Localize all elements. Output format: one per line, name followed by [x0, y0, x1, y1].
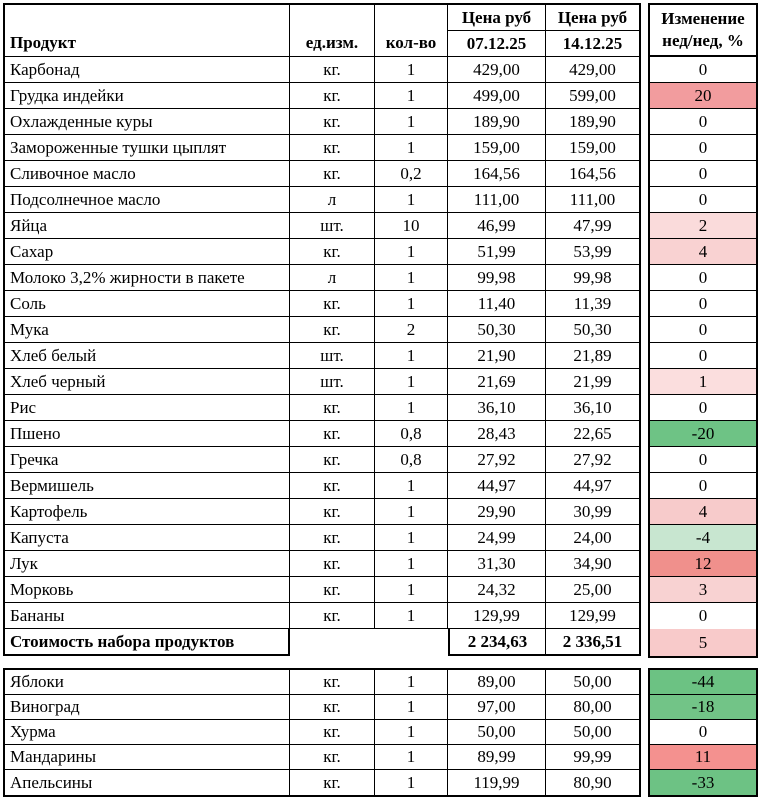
change-cell[interactable]: 12 [650, 551, 756, 577]
product-cell[interactable]: Рис [5, 395, 290, 421]
unit-cell[interactable]: шт. [290, 213, 375, 239]
price-07-cell[interactable]: 11,40 [448, 291, 546, 317]
change-cell[interactable]: 0 [650, 603, 756, 629]
change-cell[interactable]: 0 [650, 720, 756, 745]
product-cell[interactable]: Вермишель [5, 473, 290, 499]
product-cell[interactable]: Охлажденные куры [5, 109, 290, 135]
price-07-cell[interactable]: 189,90 [448, 109, 546, 135]
product-cell[interactable]: Хурма [5, 720, 290, 745]
product-cell[interactable]: Виноград [5, 695, 290, 720]
qty-cell[interactable]: 1 [375, 369, 448, 395]
table-row [5, 187, 639, 213]
change-cell[interactable]: 1 [650, 369, 756, 395]
price-14-cell[interactable]: 44,97 [546, 473, 639, 499]
price-14-cell[interactable]: 189,90 [546, 109, 639, 135]
price-14-cell[interactable]: 99,99 [546, 745, 639, 770]
unit-cell[interactable]: шт. [290, 369, 375, 395]
unit-cell[interactable]: кг. [290, 603, 375, 629]
price-14-cell[interactable]: 22,65 [546, 421, 639, 447]
unit-cell[interactable]: кг. [290, 720, 375, 745]
price-07-cell[interactable]: 119,99 [448, 770, 546, 795]
price-07-cell[interactable]: 46,99 [448, 213, 546, 239]
change-cell[interactable]: 0 [650, 473, 756, 499]
product-cell[interactable]: Молоко 3,2% жирности в пакете [5, 265, 290, 291]
product-cell[interactable]: Хлеб черный [5, 369, 290, 395]
price-rub-label: Цена руб [546, 5, 639, 31]
qty-cell[interactable]: 1 [375, 265, 448, 291]
price-07-cell[interactable]: 89,00 [448, 670, 546, 695]
qty-cell[interactable]: 0,2 [375, 161, 448, 187]
price-14-cell[interactable]: 159,00 [546, 135, 639, 161]
change-cell[interactable]: -4 [650, 525, 756, 551]
change-cell[interactable]: -44 [650, 670, 756, 695]
change-cell[interactable]: 4 [650, 239, 756, 265]
change-cell[interactable]: 0 [650, 161, 756, 187]
total-row [5, 629, 639, 656]
products-table-header [5, 5, 639, 57]
change-cell[interactable]: 0 [650, 109, 756, 135]
table-row [5, 603, 639, 629]
qty-cell[interactable]: 1 [375, 109, 448, 135]
product-cell[interactable]: Мука [5, 317, 290, 343]
price-07-cell[interactable]: 429,00 [448, 57, 546, 83]
price-14-cell[interactable]: 21,99 [546, 369, 639, 395]
qty-cell[interactable]: 10 [375, 213, 448, 239]
price-07-cell[interactable]: 129,99 [448, 603, 546, 629]
fruits-table [3, 668, 641, 797]
unit-cell[interactable]: кг. [290, 317, 375, 343]
price-14-cell[interactable]: 30,99 [546, 499, 639, 525]
product-cell[interactable]: Карбонад [5, 57, 290, 83]
price-07-cell[interactable]: 36,10 [448, 395, 546, 421]
qty-cell[interactable]: 1 [375, 720, 448, 745]
table-row [5, 720, 639, 745]
product-cell[interactable]: Гречка [5, 447, 290, 473]
price-07-cell[interactable]: 28,43 [448, 421, 546, 447]
products-table [3, 3, 641, 656]
products-table-body [5, 57, 639, 629]
qty-cell[interactable]: 1 [375, 499, 448, 525]
unit-cell[interactable]: кг. [290, 421, 375, 447]
product-cell[interactable]: Яблоки [5, 670, 290, 695]
qty-cell[interactable]: 1 [375, 57, 448, 83]
qty-cell[interactable]: 1 [375, 670, 448, 695]
table-row [5, 239, 639, 265]
price-07-cell[interactable]: 89,99 [448, 745, 546, 770]
product-cell[interactable]: Подсолнечное масло [5, 187, 290, 213]
qty-cell[interactable]: 1 [375, 525, 448, 551]
price-07-cell[interactable]: 164,56 [448, 161, 546, 187]
qty-cell[interactable]: 1 [375, 83, 448, 109]
unit-cell[interactable]: кг. [290, 670, 375, 695]
qty-cell[interactable]: 1 [375, 343, 448, 369]
table-row [5, 161, 639, 187]
product-cell[interactable]: Картофель [5, 499, 290, 525]
table-row [5, 83, 639, 109]
table-row [5, 395, 639, 421]
table-row [5, 369, 639, 395]
price-14-cell[interactable]: 21,89 [546, 343, 639, 369]
table-row [5, 135, 639, 161]
price-14-cell[interactable]: 111,00 [546, 187, 639, 213]
price-07-cell[interactable]: 29,90 [448, 499, 546, 525]
qty-cell[interactable]: 1 [375, 135, 448, 161]
table-row [5, 317, 639, 343]
unit-cell[interactable]: кг. [290, 447, 375, 473]
price-rub-label: Цена руб [448, 5, 545, 31]
price-14-cell[interactable]: 80,90 [573, 772, 612, 792]
unit-cell[interactable]: кг. [290, 291, 375, 317]
product-cell[interactable]: Грудка индейки [5, 83, 290, 109]
table-row [5, 577, 639, 603]
qty-cell[interactable]: 1 [375, 577, 448, 603]
price-14-cell[interactable]: 27,92 [546, 447, 639, 473]
unit-cell[interactable]: кг. [290, 83, 375, 109]
qty-cell[interactable]: 1 [375, 239, 448, 265]
unit-cell[interactable]: кг. [290, 135, 375, 161]
unit-cell[interactable]: кг. [290, 161, 375, 187]
change-cell[interactable]: -18 [650, 695, 756, 720]
table-row [5, 770, 639, 795]
qty-cell[interactable]: 0,8 [375, 421, 448, 447]
product-cell[interactable]: Бананы [5, 603, 290, 629]
header-change[interactable] [650, 5, 756, 57]
price-07-cell[interactable]: 159,00 [448, 135, 546, 161]
unit-cell[interactable]: кг. [290, 577, 375, 603]
product-cell[interactable]: Пшено [5, 421, 290, 447]
unit-cell[interactable]: кг. [290, 695, 375, 720]
total-price-07-cell[interactable]: 2 234,63 [448, 629, 546, 656]
price-14-cell[interactable]: 429,00 [546, 57, 639, 83]
unit-cell[interactable]: кг. [290, 745, 375, 770]
price-14-cell[interactable]: 164,56 [546, 161, 639, 187]
price-07-cell[interactable]: 111,00 [448, 187, 546, 213]
qty-cell[interactable]: 1 [375, 395, 448, 421]
change-cell[interactable]: 0 [650, 291, 756, 317]
product-cell[interactable]: Яйца [5, 213, 290, 239]
price-14-cell[interactable]: 80,00 [546, 695, 639, 720]
table-row [5, 551, 639, 577]
unit-cell[interactable]: кг. [290, 770, 375, 795]
price-07-cell[interactable]: 24,32 [448, 577, 546, 603]
price-07-cell[interactable]: 499,00 [448, 83, 546, 109]
product-cell[interactable]: Соль [5, 291, 290, 317]
unit-cell[interactable]: кг. [290, 551, 375, 577]
price-07-cell[interactable]: 50,30 [448, 317, 546, 343]
change-cell[interactable]: 0 [650, 395, 756, 421]
qty-cell[interactable]: 1 [375, 291, 448, 317]
price-14-cell[interactable]: 50,00 [546, 670, 639, 695]
product-cell[interactable]: Сахар [5, 239, 290, 265]
product-cell[interactable]: Замороженные тушки цыплят [5, 135, 290, 161]
product-cell[interactable]: Апельсины [5, 770, 290, 795]
unit-cell[interactable]: кг. [290, 499, 375, 525]
total-price-14-cell[interactable]: 2 336,51 [546, 629, 639, 656]
table-row [5, 213, 639, 239]
date-07-label: 07.12.25 [466, 33, 527, 53]
change-column-fruits [648, 668, 758, 797]
price-14-cell[interactable]: 50,30 [546, 317, 639, 343]
price-07-cell[interactable]: 31,30 [448, 551, 546, 577]
unit-cell[interactable]: л [290, 187, 375, 213]
change-column-products [648, 3, 758, 658]
unit-cell[interactable]: шт. [290, 343, 375, 369]
qty-cell[interactable]: 0,8 [375, 447, 448, 473]
unit-cell[interactable]: кг. [290, 239, 375, 265]
price-14-cell[interactable]: 11,39 [546, 291, 639, 317]
qty-cell[interactable]: 2 [375, 317, 448, 343]
qty-cell[interactable]: 1 [375, 473, 448, 499]
table-row [5, 421, 639, 447]
header-product[interactable]: Продукт [5, 5, 290, 57]
price-14-cell[interactable]: 53,99 [546, 239, 639, 265]
price-07-cell[interactable]: 99,98 [448, 265, 546, 291]
unit-cell[interactable]: кг. [290, 109, 375, 135]
total-blank-cell [290, 629, 448, 656]
table-row [5, 670, 639, 695]
date-14-label: 14.12.25 [562, 33, 623, 53]
change-cell[interactable]: 0 [650, 317, 756, 343]
price-07-cell[interactable]: 44,97 [448, 473, 546, 499]
product-cell[interactable]: Капуста [5, 525, 290, 551]
total-label-cell[interactable]: Стоимость набора продуктов [5, 629, 290, 656]
change-cell[interactable]: -33 [650, 770, 756, 795]
header-price-14[interactable] [546, 5, 639, 57]
header-qty[interactable]: кол-во [375, 5, 448, 57]
price-07-cell[interactable]: 27,92 [448, 447, 546, 473]
table-row [5, 695, 639, 720]
price-14-cell[interactable]: 34,90 [546, 551, 639, 577]
price-14-cell[interactable]: 47,99 [546, 213, 639, 239]
change-cells-fruits [650, 670, 756, 795]
price-14-cell[interactable]: 36,10 [546, 395, 639, 421]
product-cell[interactable]: Лук [5, 551, 290, 577]
table-row [5, 473, 639, 499]
table-row [5, 447, 639, 473]
change-cell[interactable]: 0 [650, 187, 756, 213]
price-07-cell[interactable]: 21,90 [448, 343, 546, 369]
price-07-cell[interactable]: 97,00 [448, 695, 546, 720]
unit-cell[interactable]: кг. [290, 525, 375, 551]
price-14-cell[interactable]: 24,00 [546, 525, 639, 551]
table-row [5, 265, 639, 291]
unit-cell[interactable]: кг. [290, 395, 375, 421]
qty-cell[interactable]: 1 [375, 187, 448, 213]
qty-cell[interactable]: 1 [375, 603, 448, 629]
change-cell[interactable]: 20 [650, 83, 756, 109]
price-14-cell[interactable]: 99,98 [546, 265, 639, 291]
change-cells-products [650, 57, 756, 629]
price-14-cell[interactable]: 129,99 [546, 603, 639, 629]
table-row [5, 343, 639, 369]
change-cell[interactable]: 2 [650, 213, 756, 239]
price-07-cell[interactable]: 51,99 [448, 239, 546, 265]
qty-cell[interactable]: 1 [375, 770, 448, 795]
table-row [5, 57, 639, 83]
product-cell[interactable]: Хлеб белый [5, 343, 290, 369]
change-cell[interactable]: 0 [650, 265, 756, 291]
unit-cell[interactable]: л [290, 265, 375, 291]
total-change-cell[interactable]: 5 [650, 629, 756, 656]
price-14-cell[interactable]: 50,00 [546, 720, 639, 745]
price-07-cell[interactable]: 21,69 [448, 369, 546, 395]
change-cell[interactable]: 11 [650, 745, 756, 770]
product-cell[interactable]: Мандарины [5, 745, 290, 770]
change-cell[interactable]: 0 [650, 135, 756, 161]
price-07-cell[interactable]: 50,00 [448, 720, 546, 745]
product-cell[interactable]: Сливочное масло [5, 161, 290, 187]
price-14-cell[interactable]: 599,00 [546, 83, 639, 109]
table-row [5, 291, 639, 317]
header-price-07[interactable] [448, 5, 546, 57]
table-row [5, 525, 639, 551]
change-cell[interactable]: 0 [650, 447, 756, 473]
fruits-table-body [5, 670, 639, 795]
change-label-line1: Изменение [661, 8, 745, 28]
qty-cell[interactable]: 1 [375, 695, 448, 720]
change-label-line2: нед/нед, % [662, 31, 744, 50]
change-cell[interactable]: 0 [650, 57, 756, 83]
table-row [5, 499, 639, 525]
qty-cell[interactable]: 1 [375, 745, 448, 770]
change-cell[interactable]: -20 [650, 421, 756, 447]
price-14-cell[interactable]: 25,00 [546, 577, 639, 603]
product-cell[interactable]: Морковь [5, 577, 290, 603]
table-row [5, 745, 639, 770]
price-07-cell[interactable]: 24,99 [448, 525, 546, 551]
table-row [5, 109, 639, 135]
unit-cell[interactable]: кг. [290, 473, 375, 499]
change-cell[interactable]: 4 [650, 499, 756, 525]
header-unit[interactable]: ед.изм. [290, 5, 375, 57]
change-cell[interactable]: 0 [650, 343, 756, 369]
change-cell[interactable]: 3 [650, 577, 756, 603]
unit-cell[interactable]: кг. [290, 57, 375, 83]
qty-cell[interactable]: 1 [375, 551, 448, 577]
